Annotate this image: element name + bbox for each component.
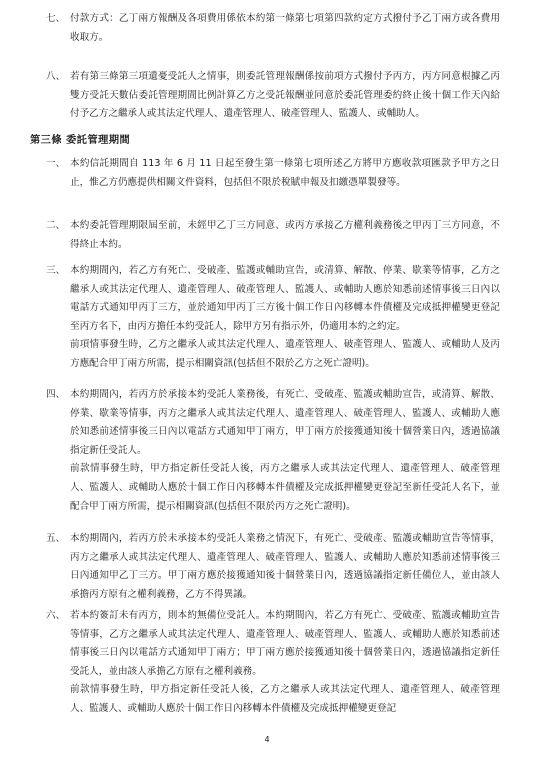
clause-item — [46, 68, 500, 124]
clause-item — [46, 155, 500, 192]
item-text: 本約期間內，若乙方有死亡、受破產、監護或輔助宣告，或清算、解散、停業、歇業等情事，乙方之繼承人或其法定代理人、遺產管理人、破產管理人、監護人、或輔助人應於知悉前述情事後三日內以電話方式通知甲丙丁三方，並於通知甲丙丁三方後十個工作日內移轉本件債權及完成抵押權變更登記至丙方名下，由丙方擔任本約受託人，除甲方另有指示外，仍適用本約之約定。 — [70, 265, 500, 332]
item-text: 本約信託期間自 113 年 6 月 11 日起至發生第一條第七項所述乙方將甲方應收款項匯款予甲方之日止，惟乙方仍應提供相關文件資料，包括但不限於稅賦申報及扣繳憑單製發等。 — [70, 158, 500, 188]
section-heading: 第三條 委託管理期間 — [30, 135, 131, 146]
page-number: 4 — [264, 735, 270, 744]
item-text: 前款情事發生時，甲方指定新任受託人後，乙方之繼承人或其法定代理人、遺產管理人、破產管理人、監護人、或輔助人應於十個工作日內移轉本件債權及完成抵押權變更登記 — [70, 684, 500, 714]
item-text: 若有第三條第三項遺憂受託人之情事，則委託管理報酬係按前項方式撥付予丙方，丙方同意根據乙丙雙方受託天數佔委託管理期間比例計算乙方之受託報酬並同意於委託管理委約終止後十個工作天內給付予乙方之繼承人或其法定代理人、遺產管理人、破產管理人、監護人、或輔助人。 — [70, 71, 500, 120]
item-text: 前項情事發生時，乙方之繼承人或其法定代理人、遺產管理人、破產管理人、監護人、或輔助人及丙方應配合甲丁兩方所需，提示相關資訊(包括但不限於乙方之死亡證明)。 — [70, 339, 500, 369]
item-number: 二、 — [46, 220, 66, 231]
item-text: 本約期間內，若丙方於未承接本約受託人業務之情況下，有死亡、受破產、監護或輔助宣告等情事，丙方之繼承人或其法定代理人、遺產管理人、破產管理人、監護人、或輔助人應於知悉前述情事後三日內通知甲乙丁三方。甲丁兩方應於接獲通知後十個營業日內，透過協議指定新任備位人，並由該人承擔丙方原有之權利義務，乙方不得異議。 — [70, 533, 500, 600]
item-text: 本約期間內，若丙方於承接本約受託人業務後，有死亡、受破產、監護或輔助宣告，或清算、解散、停業、歇業等情事，丙方之繼承人或其法定代理人、遺產管理人、破產管理人、監護人、或輔助人應於知悉前述情事後三日內以電話方式通知甲丁兩方，甲丁兩方於接獲通知後十個營業日內，透過協議指定新任受託人。 — [70, 389, 500, 456]
item-number: 四、 — [46, 389, 66, 400]
item-number: 六、 — [46, 610, 66, 621]
item-text: 付款方式：乙丁兩方報酬及各項費用係依本約第一條第七項第四款約定方式撥付予乙丁兩方或各費用收取方。 — [70, 13, 500, 43]
item-number: 三、 — [46, 265, 66, 276]
clause-item — [46, 386, 500, 516]
clause-item — [46, 530, 500, 604]
item-number: 一、 — [46, 158, 66, 169]
clause-item — [46, 262, 500, 374]
clause-item — [46, 10, 500, 47]
clause-item — [46, 607, 500, 719]
item-text: 前款情事發生時，甲方指定新任受託人後，丙方之繼承人或其法定代理人、遺產管理人、破產管理人、監護人、或輔助人應於十個工作日內移轉本件債權及完成抵押權變更登記至新任受託人名下，並配合甲丁兩方所需，提示相關資訊(包括但不限於丙方之死亡證明)。 — [70, 463, 500, 512]
item-number: 五、 — [46, 533, 66, 544]
item-text: 若本約簽訂未有丙方，則本約無備位受託人。本約期間內，若乙方有死亡、受破產、監護或輔助宣告等情事，乙方之繼承人或其法定代理人、遺產管理人、破產管理人、監護人、或輔助人應於知悉前述情事後三日內以電話方式通知甲丁兩方；甲丁兩方應於接獲通知後十個營業日內，透過協議指定新任受託人，並由該人承擔乙方原有之權利義務。 — [70, 610, 500, 677]
item-text: 本約委託管理期限屆至前，未經甲乙丁三方同意、或丙方承接乙方權利義務後之甲丙丁三方同意，不得終止本約。 — [70, 220, 500, 250]
clause-item — [46, 217, 500, 254]
item-number: 七、 — [46, 13, 66, 24]
item-number: 八、 — [46, 71, 66, 82]
